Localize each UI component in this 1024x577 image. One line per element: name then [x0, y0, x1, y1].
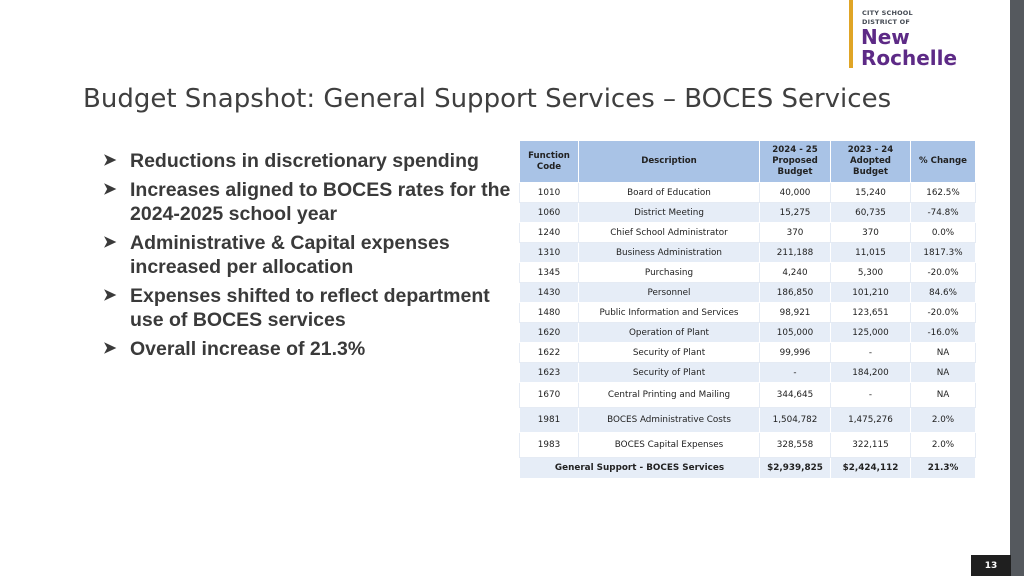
cell-adopted: 60,735	[831, 203, 911, 223]
table-row	[520, 223, 976, 243]
cell-description: Personnel	[579, 283, 760, 303]
cell-code: 1622	[520, 343, 579, 363]
cell-adopted: 184,200	[831, 363, 911, 383]
table-row	[520, 303, 976, 323]
cell-description: BOCES Administrative Costs	[579, 408, 760, 433]
cell-proposed: 99,996	[760, 343, 831, 363]
arrow-bullet-icon: ➤	[103, 152, 117, 169]
cell-proposed: 40,000	[760, 183, 831, 203]
cell-code: 1981	[520, 408, 579, 433]
logo-line-new: New	[861, 25, 910, 49]
cell-proposed: 15,275	[760, 203, 831, 223]
cell-proposed: 344,645	[760, 383, 831, 408]
cell-description: District Meeting	[579, 203, 760, 223]
total-label: General Support - BOCES Services	[520, 458, 760, 479]
cell-proposed: 186,850	[760, 283, 831, 303]
table-row	[520, 263, 976, 283]
cell-adopted: 370	[831, 223, 911, 243]
arrow-bullet-icon: ➤	[103, 181, 117, 198]
table-total-row	[520, 458, 976, 479]
cell-code: 1060	[520, 203, 579, 223]
cell-description: Central Printing and Mailing	[579, 383, 760, 408]
header-percent-change: % Change	[911, 141, 976, 183]
district-logo	[849, 0, 979, 70]
table-row	[520, 343, 976, 363]
table-row	[520, 323, 976, 343]
budget-table	[519, 140, 976, 479]
cell-code: 1310	[520, 243, 579, 263]
bullet-text: Reductions in discretionary spending	[130, 150, 479, 172]
cell-proposed: 211,188	[760, 243, 831, 263]
cell-description: Operation of Plant	[579, 323, 760, 343]
cell-description: Chief School Administrator	[579, 223, 760, 243]
page-number: 13	[971, 555, 1011, 576]
bullet-text: Administrative & Capital expenses increased per allocation	[130, 232, 450, 278]
cell-code: 1480	[520, 303, 579, 323]
table-row	[520, 183, 976, 203]
logo-line-city-school: CITY SCHOOL	[862, 9, 913, 17]
table-header-row	[520, 141, 976, 183]
cell-adopted: 11,015	[831, 243, 911, 263]
cell-adopted: -	[831, 343, 911, 363]
cell-adopted: 101,210	[831, 283, 911, 303]
cell-proposed: 328,558	[760, 433, 831, 458]
cell-proposed: 105,000	[760, 323, 831, 343]
table-row	[520, 408, 976, 433]
cell-change: 84.6%	[911, 283, 976, 303]
arrow-bullet-icon: ➤	[103, 234, 117, 251]
cell-change: NA	[911, 383, 976, 408]
cell-change: -20.0%	[911, 263, 976, 283]
cell-code: 1345	[520, 263, 579, 283]
logo-line-rochelle: Rochelle	[861, 46, 958, 70]
cell-description: Board of Education	[579, 183, 760, 203]
total-change: 21.3%	[911, 458, 976, 479]
header-proposed-budget: 2024 - 25 Proposed Budget	[760, 141, 831, 183]
table-row	[520, 433, 976, 458]
cell-change: -74.8%	[911, 203, 976, 223]
cell-change: 2.0%	[911, 433, 976, 458]
table-row	[520, 243, 976, 263]
cell-change: NA	[911, 363, 976, 383]
cell-change: 162.5%	[911, 183, 976, 203]
bullet-text: Expenses shifted to reflect department use of BOCES services	[130, 285, 490, 331]
cell-description: Public Information and Services	[579, 303, 760, 323]
cell-change: -20.0%	[911, 303, 976, 323]
arrow-bullet-icon: ➤	[103, 340, 117, 357]
bullet-item	[103, 178, 513, 226]
cell-proposed: 98,921	[760, 303, 831, 323]
cell-proposed: 370	[760, 223, 831, 243]
total-proposed: $2,939,825	[760, 458, 831, 479]
cell-proposed: -	[760, 363, 831, 383]
cell-description: Security of Plant	[579, 343, 760, 363]
bullet-item	[103, 149, 513, 173]
slide-edge-bar	[1010, 0, 1024, 576]
header-description: Description	[579, 141, 760, 183]
cell-code: 1430	[520, 283, 579, 303]
cell-change: 0.0%	[911, 223, 976, 243]
cell-proposed: 4,240	[760, 263, 831, 283]
cell-code: 1670	[520, 383, 579, 408]
slide-title: Budget Snapshot: General Support Services – BOCES Services	[83, 84, 892, 114]
cell-code: 1240	[520, 223, 579, 243]
cell-code: 1623	[520, 363, 579, 383]
logo-accent-bar	[849, 0, 853, 68]
header-function-code: Function Code	[520, 141, 579, 183]
header-adopted-budget: 2023 - 24 Adopted Budget	[831, 141, 911, 183]
cell-description: Business Administration	[579, 243, 760, 263]
cell-adopted: -	[831, 383, 911, 408]
bullet-item	[103, 337, 513, 361]
cell-adopted: 123,651	[831, 303, 911, 323]
cell-description: Security of Plant	[579, 363, 760, 383]
cell-code: 1620	[520, 323, 579, 343]
cell-code: 1010	[520, 183, 579, 203]
cell-change: NA	[911, 343, 976, 363]
bullet-list	[103, 149, 513, 366]
cell-description: Purchasing	[579, 263, 760, 283]
table-row	[520, 203, 976, 223]
table-row	[520, 283, 976, 303]
cell-code: 1983	[520, 433, 579, 458]
cell-description: BOCES Capital Expenses	[579, 433, 760, 458]
bullet-text: Overall increase of 21.3%	[130, 338, 366, 360]
cell-adopted: 15,240	[831, 183, 911, 203]
cell-adopted: 125,000	[831, 323, 911, 343]
cell-adopted: 322,115	[831, 433, 911, 458]
logo-line-district-of: DISTRICT OF	[862, 18, 910, 26]
bullet-text: Increases aligned to BOCES rates for the 2024-2025 school year	[130, 179, 511, 225]
cell-proposed: 1,504,782	[760, 408, 831, 433]
arrow-bullet-icon: ➤	[103, 287, 117, 304]
table-row	[520, 363, 976, 383]
bullet-item	[103, 231, 513, 279]
bullet-item	[103, 284, 513, 332]
cell-change: 1817.3%	[911, 243, 976, 263]
total-adopted: $2,424,112	[831, 458, 911, 479]
table-row	[520, 383, 976, 408]
cell-adopted: 1,475,276	[831, 408, 911, 433]
cell-adopted: 5,300	[831, 263, 911, 283]
cell-change: -16.0%	[911, 323, 976, 343]
cell-change: 2.0%	[911, 408, 976, 433]
